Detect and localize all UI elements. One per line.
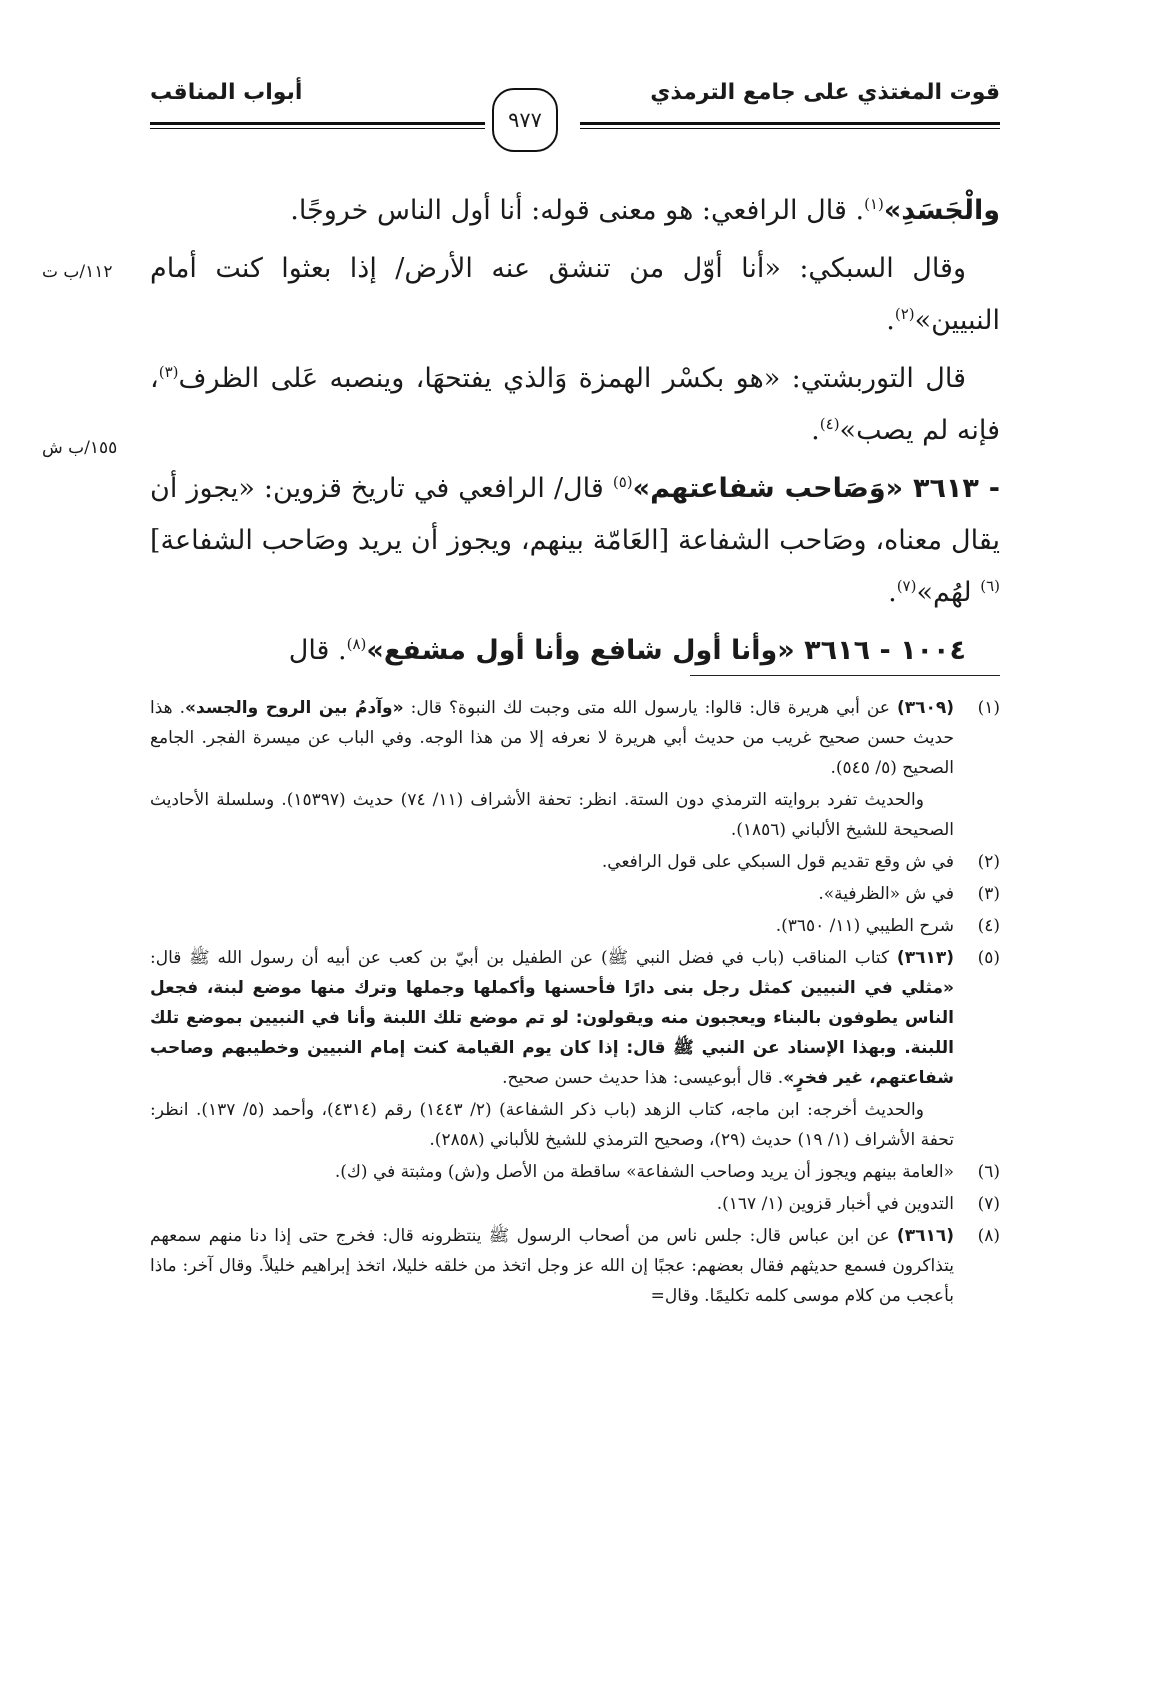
hadith-quote: ١٠٠٤ - ٣٦١٦ «وأنا أول شافع وأنا أول مشفع» bbox=[366, 635, 966, 666]
footnote-text: شرح الطيبي (١١/ ٣٦٥٠). bbox=[775, 916, 954, 936]
footnote bbox=[150, 1157, 1000, 1187]
hadith-quote: والْجَسَدِ» bbox=[883, 195, 1000, 226]
footnote-ref: (٣) bbox=[158, 363, 179, 381]
footnote-text: في ش «الظرفية». bbox=[818, 884, 954, 904]
footnote bbox=[150, 879, 1000, 909]
footnote-continuation: والحديث تفرد بروايته الترمذي دون الستة. انظر: تحفة الأشراف (١١/ ٧٤) حديث (١٥٣٩٧). وسلسلة الأحاديث الصحيحة للشيخ الألباني (١٨٥٦). bbox=[150, 790, 954, 840]
hadith-number: (٣٦٠٩) bbox=[896, 698, 955, 718]
hadith-number: (٣٦١٣) bbox=[896, 948, 954, 968]
paragraph-text: . قال الرافعي: هو معنى قوله: أنا أول الناس خروجًا. bbox=[290, 195, 865, 226]
hadith-number: (٣٦١٦) bbox=[896, 1226, 954, 1246]
punctuation: . bbox=[886, 305, 895, 336]
footnote-number: (٣) bbox=[977, 884, 1000, 904]
punctuation: . bbox=[888, 577, 897, 608]
page-header bbox=[150, 70, 1000, 160]
punctuation: . bbox=[811, 415, 820, 446]
footnote-ref: (٥) bbox=[612, 473, 633, 491]
footnote-number: (٤) bbox=[977, 916, 1000, 936]
hadith-quote: «مثلي في النبيين كمثل رجل بنى دارًا فأحسنها وأكملها وجملها وترك منها موضع لبنة، فجعل الناس يطوفون بالبناء ويعجبون منه ويقولون: لو تم موضع تلك اللبنة وأنا في النبيين بموضع تلك اللبنة. وبهذا الإسناد عن النبي ﷺ قال: إذا كان يوم القيامة كنت إمام النبيين وخطيبهم وصاحب شفاعتهم، غير فخرٍ» bbox=[150, 978, 954, 1088]
footnote bbox=[150, 1189, 1000, 1219]
paragraph-text: قال التوربشتي: «هو بكسْر الهمزة وَالذي يفتحهَا، وينصبه عَلى الظرف bbox=[178, 363, 966, 394]
paragraph bbox=[150, 625, 1000, 677]
page-number: ٩٧٧ bbox=[492, 88, 558, 152]
footnote-segment: كتاب المناقب (باب في فضل النبي ﷺ) عن الطفيل بن أبيّ بن كعب عن أبيه أن رسول الله ﷺ قال: bbox=[150, 948, 897, 968]
footnote-ref: (٢) bbox=[894, 305, 915, 323]
footnote-ref: (١) bbox=[864, 195, 884, 213]
footnote-text bbox=[150, 1221, 954, 1311]
paragraph bbox=[150, 185, 1000, 237]
footnote-ref: (٨) bbox=[346, 635, 367, 653]
paragraph-text: لهُم» bbox=[916, 577, 981, 608]
footnote bbox=[150, 911, 1000, 941]
footnote-number: (٢) bbox=[977, 852, 1000, 872]
footnote-number: (٧) bbox=[977, 1194, 1000, 1214]
paragraph-text: قال/ الرافعي في تاريخ قزوين: «يجوز أن يقال معناه، وصَاحب الشفاعة [العَامّة بينهم، ويجوز أن يريد وصَاحب الشفاعة] bbox=[150, 473, 1000, 556]
paragraph bbox=[150, 243, 1000, 347]
footnote-segment: عن أبي هريرة قال: قالوا: يارسول الله متى وجبت لك النبوة؟ قال: bbox=[403, 698, 897, 718]
footnotes bbox=[150, 693, 1000, 1313]
footnote-segment: . هذا حديث حسن صحيح غريب من حديث أبي هريرة لا نعرفه إلا من هذا الوجه. وفي الباب عن ميسرة الفجر. الجامع الصحيح (٥/ ٥٤٥). bbox=[150, 698, 954, 778]
margin-note: ١١٢/ب ت bbox=[42, 262, 113, 282]
footnote bbox=[150, 847, 1000, 877]
paragraph-text: . قال bbox=[288, 635, 347, 666]
footnote-text bbox=[150, 943, 954, 1093]
footnote-number: (١) bbox=[977, 698, 1000, 718]
footnote-number: (٨) bbox=[977, 1226, 1000, 1246]
footnote-segment: عن ابن عباس قال: جلس ناس من أصحاب الرسول ﷺ ينتظرونه قال: فخرج حتى إذا دنا منهم سمعهم يتذاكرون فسمع حديثهم فقال بعضهم: عجبًا إن الله عز وجل اتخذ من خلقه خليلا، اتخذ إبراهيم خليلاً. وقال آخر: ماذا بأعجب من كلام موسى كلمه تكليمًا. وقال= bbox=[150, 1226, 954, 1306]
footnote-separator bbox=[690, 675, 1000, 676]
header-rule-left bbox=[150, 122, 485, 125]
header-rule-right bbox=[580, 122, 1000, 125]
hadith-quote: - ٣٦١٣ «وَصَاحب شفاعتهم» bbox=[632, 473, 1000, 504]
margin-note: ١٥٥/ب ش bbox=[42, 438, 118, 458]
footnote-continuation: والحديث أخرجه: ابن ماجه، كتاب الزهد (باب ذكر الشفاعة) (٢/ ١٤٤٣) رقم (٤٣١٤)، وأحمد (٥/ ١٣٧). انظر: تحفة الأشراف (١/ ١٩) حديث (٢٩)، وصحيح الترمذي للشيخ للألباني (٢٨٥٨). bbox=[150, 1100, 954, 1150]
footnote-text: التدوين في أخبار قزوين (١/ ١٦٧). bbox=[716, 1194, 954, 1214]
main-text bbox=[150, 185, 1000, 683]
footnote-number: (٥) bbox=[977, 948, 1000, 968]
paragraph bbox=[150, 353, 1000, 457]
footnote bbox=[150, 1221, 1000, 1311]
footnote bbox=[150, 943, 1000, 1093]
footnote-text: في ش وقع تقديم قول السبكي على قول الرافعي. bbox=[601, 852, 954, 872]
footnote-ref: (٤) bbox=[819, 415, 840, 433]
book-title: قوت المغتذي على جامع الترمذي bbox=[650, 80, 1000, 105]
chapter-title: أبواب المناقب bbox=[150, 80, 303, 105]
footnote-number: (٦) bbox=[977, 1162, 1000, 1182]
footnote-ref: (٦) bbox=[980, 577, 1000, 595]
footnote-text bbox=[150, 693, 954, 783]
hadith-quote: «وآدمُ بين الروح والجسد» bbox=[185, 698, 404, 718]
paragraph-text: وقال السبكي: «أنا أوّل من تنشق عنه الأرض/ إذا بعثوا كنت أمام النبيين» bbox=[150, 253, 1000, 336]
footnote bbox=[150, 693, 1000, 783]
paragraph bbox=[150, 463, 1000, 619]
paragraph-text: ، فإنه لم يصب» bbox=[150, 363, 1000, 446]
footnote-segment: . قال أبوعيسى: هذا حديث حسن صحيح. bbox=[502, 1068, 784, 1088]
footnote-text: «العامة بينهم ويجوز أن يريد وصاحب الشفاعة» ساقطة من الأصل و(ش) ومثبتة في (ك). bbox=[334, 1162, 954, 1182]
footnote-ref: (٧) bbox=[896, 577, 917, 595]
